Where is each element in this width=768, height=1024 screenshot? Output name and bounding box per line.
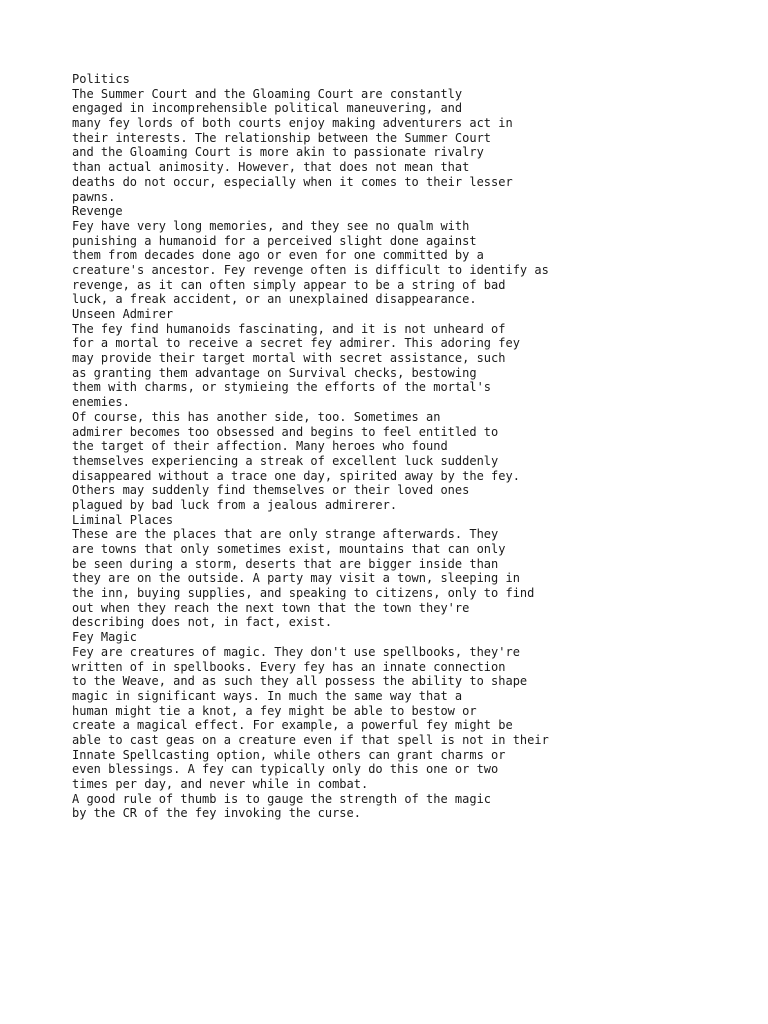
text-line: Of course, this has another side, too. Sometimes an — [72, 409, 441, 424]
document-page — [72, 72, 712, 821]
text-line: magic in significant ways. In much the same way that a — [72, 688, 463, 703]
text-line: Revenge — [72, 204, 123, 219]
text-line: Unseen Admirer — [72, 307, 174, 321]
text-line: Politics — [72, 72, 130, 86]
text-line: human might tie a knot, a fey might be able to bestow or — [72, 703, 477, 718]
text-line: These are the places that are only strange afterwards. They — [72, 527, 499, 542]
text-line: to the Weave, and as such they all possess the ability to shape — [72, 674, 528, 689]
text-line: create a magical effect. For example, a powerful fey might be — [72, 718, 513, 733]
text-line: for a mortal to receive a secret fey admirer. This adoring fey — [72, 336, 520, 351]
text-line: punishing a humanoid for a perceived slight done against — [72, 233, 477, 248]
text-line: Fey are creatures of magic. They don't use spellbooks, they're — [72, 644, 520, 659]
text-line: written of in spellbooks. Every fey has an innate connection — [72, 659, 506, 674]
text-line: plagued by bad luck from a jealous admirerer. — [72, 497, 398, 512]
text-line: may provide their target mortal with secret assistance, such — [72, 351, 506, 366]
text-line: pawns. — [72, 189, 116, 204]
text-line: describing does not, in fact, exist. — [72, 615, 333, 630]
text-line: and the Gloaming Court is more akin to passionate rivalry — [72, 145, 484, 160]
text-line: Fey have very long memories, and they see no qualm with — [72, 218, 470, 233]
text-line: enemies. — [72, 395, 130, 410]
text-line: revenge, as it can often simply appear to be a string of bad — [72, 277, 506, 292]
text-line: Others may suddenly find themselves or their loved ones — [72, 483, 470, 498]
text-line: they are on the outside. A party may visit a town, sleeping in — [72, 571, 520, 586]
text-line: creature's ancestor. Fey revenge often is difficult to identify as — [72, 262, 549, 277]
text-line: engaged in incomprehensible political maneuvering, and — [72, 101, 463, 116]
text-line: their interests. The relationship between the Summer Court — [72, 130, 492, 145]
text-line: many fey lords of both courts enjoy making adventurers act in — [72, 116, 513, 131]
text-line: Innate Spellcasting option, while others can grant charms or — [72, 747, 506, 762]
text-line: them with charms, or stymieing the efforts of the mortal's — [72, 380, 492, 395]
text-line: them from decades done ago or even for one committed by a — [72, 248, 484, 263]
text-line: deaths do not occur, especially when it comes to their lesser — [72, 174, 513, 189]
text-line: The fey find humanoids fascinating, and it is not unheard of — [72, 321, 506, 336]
text-line: able to cast geas on a creature even if that spell is not in their — [72, 732, 549, 747]
text-line: even blessings. A fey can typically only do this one or two — [72, 762, 499, 777]
text-line: The Summer Court and the Gloaming Court are constantly — [72, 86, 463, 101]
text-line: the inn, buying supplies, and speaking to citizens, only to find — [72, 586, 535, 601]
text-line: be seen during a storm, deserts that are bigger inside than — [72, 556, 499, 571]
text-line: admirer becomes too obsessed and begins to feel entitled to — [72, 424, 499, 439]
text-line: luck, a freak accident, or an unexplained disappearance. — [72, 292, 477, 307]
text-line: times per day, and never while in combat. — [72, 777, 369, 791]
text-line: A good rule of thumb is to gauge the strength of the magic — [72, 791, 492, 806]
text-line: themselves experiencing a streak of excellent luck suddenly — [72, 453, 499, 468]
text-line: Liminal Places — [72, 512, 174, 527]
text-line: by the CR of the fey invoking the curse. — [72, 806, 361, 821]
text-line: the target of their affection. Many heroes who found — [72, 439, 448, 454]
text-line: than actual animosity. However, that does not mean that — [72, 160, 470, 175]
text-line: out when they reach the next town that the town they're — [72, 600, 470, 615]
text-line: are towns that only sometimes exist, mountains that can only — [72, 542, 506, 556]
text-line: Fey Magic — [72, 630, 138, 645]
text-line: as granting them advantage on Survival checks, bestowing — [72, 365, 477, 380]
text-line: disappeared without a trace one day, spirited away by the fey. — [72, 468, 520, 483]
